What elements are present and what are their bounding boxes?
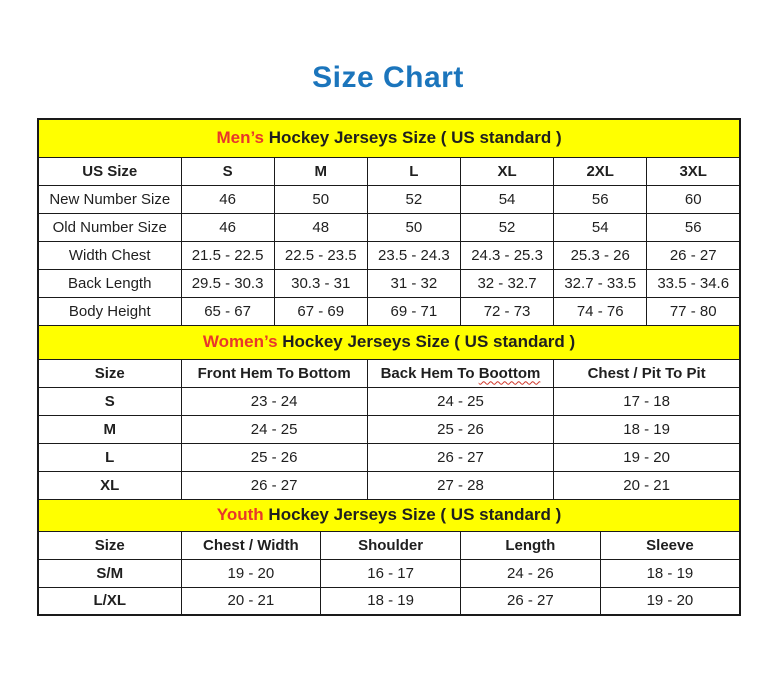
column-header-cell: US Size	[38, 157, 181, 185]
value-cell: 31 - 32	[367, 269, 460, 297]
column-header-prefix: Back Hem To	[380, 364, 479, 382]
value-cell: 17 - 18	[554, 387, 741, 415]
value-cell: 19 - 20	[554, 443, 741, 471]
column-header-cell: 3XL	[647, 157, 740, 185]
youth-section-title-rest: Hockey Jerseys Size ( US standard )	[263, 505, 562, 524]
value-cell: 18 - 19	[554, 415, 741, 443]
value-cell: 52	[367, 185, 460, 213]
table-row	[38, 241, 740, 269]
value-cell: 56	[554, 185, 647, 213]
row-label-cell: Back Length	[38, 269, 181, 297]
table-row	[38, 559, 740, 587]
value-cell: 32.7 - 33.5	[554, 269, 647, 297]
row-label-cell: Body Height	[38, 297, 181, 325]
value-cell: 16 - 17	[321, 559, 461, 587]
womens-section-header	[38, 325, 740, 359]
value-cell: 25.3 - 26	[554, 241, 647, 269]
column-header-cell: S	[181, 157, 274, 185]
row-label-cell: XL	[38, 471, 181, 499]
table-row	[38, 415, 740, 443]
value-cell: 33.5 - 34.6	[647, 269, 740, 297]
value-cell: 26 - 27	[181, 471, 367, 499]
value-cell: 24.3 - 25.3	[460, 241, 553, 269]
value-cell: 50	[367, 213, 460, 241]
value-cell: 20 - 21	[554, 471, 741, 499]
value-cell: 19 - 20	[181, 559, 321, 587]
value-cell: 46	[181, 213, 274, 241]
value-cell: 23 - 24	[181, 387, 367, 415]
womens-section-highlight: Women’s	[202, 332, 278, 351]
value-cell: 22.5 - 23.5	[274, 241, 367, 269]
column-header-cell-with-typo	[367, 359, 553, 387]
size-chart-table	[37, 118, 741, 616]
womens-section-header-row	[38, 325, 740, 359]
value-cell: 54	[460, 185, 553, 213]
column-header-cell: L	[367, 157, 460, 185]
row-label-cell: Width Chest	[38, 241, 181, 269]
table-row	[38, 213, 740, 241]
value-cell: 52	[460, 213, 553, 241]
value-cell: 30.3 - 31	[274, 269, 367, 297]
value-cell: 26 - 27	[647, 241, 740, 269]
row-label-cell: Old Number Size	[38, 213, 181, 241]
youth-section-header	[38, 499, 740, 531]
value-cell: 67 - 69	[274, 297, 367, 325]
row-label-cell: L	[38, 443, 181, 471]
row-label-cell: New Number Size	[38, 185, 181, 213]
row-label-cell: S/M	[38, 559, 181, 587]
column-header-cell: XL	[460, 157, 553, 185]
value-cell: 19 - 20	[600, 587, 740, 615]
value-cell: 72 - 73	[460, 297, 553, 325]
mens-section-header	[38, 119, 740, 157]
misspelled-word: Boottom	[478, 364, 541, 382]
value-cell: 29.5 - 30.3	[181, 269, 274, 297]
value-cell: 18 - 19	[321, 587, 461, 615]
value-cell: 23.5 - 24.3	[367, 241, 460, 269]
value-cell: 48	[274, 213, 367, 241]
table-row	[38, 297, 740, 325]
youth-section-highlight: Youth	[216, 505, 264, 524]
value-cell: 20 - 21	[181, 587, 321, 615]
column-header-cell: M	[274, 157, 367, 185]
value-cell: 21.5 - 22.5	[181, 241, 274, 269]
value-cell: 56	[647, 213, 740, 241]
value-cell: 25 - 26	[181, 443, 367, 471]
value-cell: 24 - 26	[460, 559, 600, 587]
column-header-cell: Chest / Pit To Pit	[554, 359, 741, 387]
value-cell: 46	[181, 185, 274, 213]
value-cell: 32 - 32.7	[460, 269, 553, 297]
column-header-cell: 2XL	[554, 157, 647, 185]
column-header-cell: Front Hem To Bottom	[181, 359, 367, 387]
value-cell: 24 - 25	[367, 387, 553, 415]
row-label-cell: M	[38, 415, 181, 443]
value-cell: 27 - 28	[367, 471, 553, 499]
mens-column-header-row	[38, 157, 740, 185]
column-header-cell: Length	[460, 531, 600, 559]
table-row	[38, 387, 740, 415]
value-cell: 26 - 27	[460, 587, 600, 615]
table-row	[38, 269, 740, 297]
table-row	[38, 471, 740, 499]
column-header-cell: Size	[38, 531, 181, 559]
value-cell: 25 - 26	[367, 415, 553, 443]
value-cell: 65 - 67	[181, 297, 274, 325]
youth-column-header-row	[38, 531, 740, 559]
womens-section-title-rest: Hockey Jerseys Size ( US standard )	[277, 332, 576, 351]
row-label-cell: L/XL	[38, 587, 181, 615]
table-row	[38, 443, 740, 471]
table-row	[38, 587, 740, 615]
column-header-cell: Shoulder	[321, 531, 461, 559]
column-header-cell: Chest / Width	[181, 531, 321, 559]
value-cell: 18 - 19	[600, 559, 740, 587]
column-header-cell: Size	[38, 359, 181, 387]
table-row	[38, 185, 740, 213]
mens-section-title-rest: Hockey Jerseys Size ( US standard )	[264, 128, 562, 148]
mens-section-highlight: Men’s	[216, 128, 265, 148]
value-cell: 74 - 76	[554, 297, 647, 325]
youth-section-header-row	[38, 499, 740, 531]
value-cell: 60	[647, 185, 740, 213]
value-cell: 54	[554, 213, 647, 241]
value-cell: 24 - 25	[181, 415, 367, 443]
value-cell: 50	[274, 185, 367, 213]
value-cell: 26 - 27	[367, 443, 553, 471]
value-cell: 77 - 80	[647, 297, 740, 325]
womens-column-header-row	[38, 359, 740, 387]
row-label-cell: S	[38, 387, 181, 415]
mens-section-header-row	[38, 119, 740, 157]
value-cell: 69 - 71	[367, 297, 460, 325]
column-header-cell: Sleeve	[600, 531, 740, 559]
page-title: Size Chart	[312, 61, 464, 94]
